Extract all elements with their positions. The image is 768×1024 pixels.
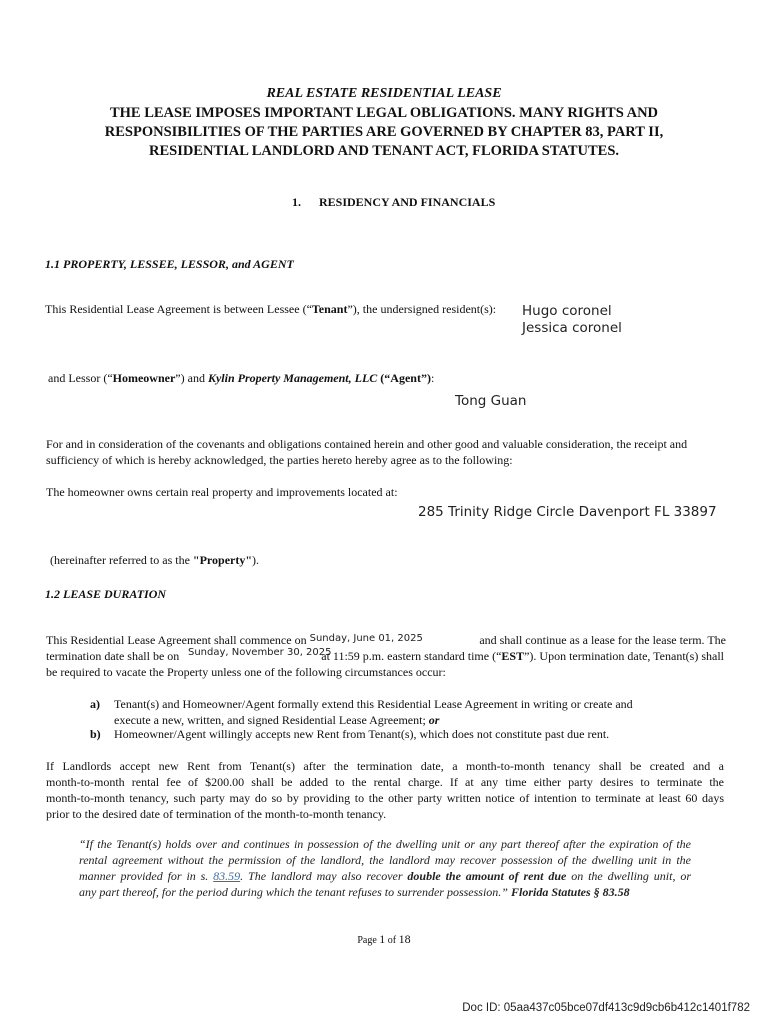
legal-notice-line-1: THE LEASE IMPOSES IMPORTANT LEGAL OBLIGATIONS. MANY RIGHTS AND <box>109 105 659 121</box>
lessee-pre-text: This Residential Lease Agreement is between Lessee (“ <box>45 302 312 316</box>
page-number <box>0 932 768 947</box>
of-word: of <box>387 935 397 946</box>
page-word: Page <box>357 935 377 946</box>
duration-line-2 <box>46 648 724 664</box>
section-1-heading <box>292 195 495 210</box>
tenant-term: Tenant <box>311 302 348 316</box>
document-title: REAL ESTATE RESIDENTIAL LEASE <box>266 86 502 101</box>
holdover-line-1: If Landlords accept new Rent from Tenant(s) after the termination date, a month-to-month tenancy shall be created and a <box>46 759 724 773</box>
section-1-number: 1. <box>292 195 301 209</box>
quote-line-2: rental agreement without the permission of the landlord, the landlord may recover possession of the dwelling unit in the <box>79 853 691 867</box>
ref-post-text: ). <box>252 553 260 567</box>
property-term: "Property" <box>192 553 253 567</box>
quote-l4-text: any part thereof, for the period during which the tenant refuses to surrender possession.” <box>79 885 511 899</box>
homeowner-term: Homeowner <box>112 371 176 385</box>
agent-term: (“Agent”) <box>377 371 431 385</box>
ref-pre-text: (hereinafter referred to as the <box>50 553 193 567</box>
double-rent-term: double the amount of rent due <box>407 869 567 883</box>
duration-l2-post-a: at 11:59 p.m. eastern standard time (“ <box>321 649 502 663</box>
doc-id: Doc ID: 05aa437c05bce07df413c9d9cb6b412c1401f782 <box>462 1002 750 1014</box>
lessor-sentence <box>48 370 434 386</box>
owns-text: The homeowner owns certain real property and improvements located at: <box>46 485 398 499</box>
list-label-b: b) <box>90 727 101 741</box>
list-item-b <box>90 726 690 742</box>
subsection-1-1-heading: 1.1 PROPERTY, LESSEE, LESSOR, and AGENT <box>45 257 294 271</box>
page-total: 18 <box>398 932 411 946</box>
lessor-post-text: : <box>430 371 435 385</box>
quote-l3-mid: . The landlord may also recover <box>240 869 408 883</box>
duration-l2-pre: termination date shall be on <box>46 649 180 663</box>
holdover-paragraph <box>46 758 724 822</box>
statute-83-59-link[interactable]: 83.59 <box>213 869 241 883</box>
est-term: EST <box>501 649 525 663</box>
property-address: 285 Trinity Ridge Circle Davenport FL 33897 <box>418 504 717 520</box>
tenant-name-2: Jessica coronel <box>522 320 622 336</box>
list-item-a <box>90 696 690 728</box>
holdover-line-3: month-to-month tenancy, such party may do so by providing to the other party written notice of intention to terminate at least 60 days <box>46 791 724 805</box>
section-1-title: RESIDENCY AND FINANCIALS <box>319 195 496 209</box>
legal-notice-line-2: RESPONSIBILITIES OF THE PARTIES ARE GOVERNED BY CHAPTER 83, PART II, <box>104 124 664 140</box>
duration-l2-post-b: ”). Upon termination date, Tenant(s) shall <box>524 649 724 663</box>
statute-citation: Florida Statutes § 83.58 <box>510 885 630 899</box>
quote-line-3 <box>79 868 691 884</box>
list-text-a <box>114 696 690 728</box>
list-a-line-2-text: execute a new, written, and signed Residential Lease Agreement; <box>114 713 429 727</box>
quote-line-1: “If the Tenant(s) holds over and continues in possession of the dwelling unit or any part thereof after the expiration of the <box>79 837 691 851</box>
agent-company: Kylin Property Management, LLC <box>207 371 378 385</box>
lessor-mid-text: ”) and <box>175 371 208 385</box>
quote-line-4 <box>79 884 691 900</box>
tenant-name-1: Hugo coronel <box>522 303 612 319</box>
subsection-1-2-heading: 1.2 LEASE DURATION <box>45 587 167 601</box>
quote-l3-pre: manner provided for in s. <box>79 869 214 883</box>
duration-l1-post: and shall continue as a lease for the lease term. The <box>479 633 726 647</box>
duration-line-3: be required to vacate the Property unless one of the following circumstances occur: <box>46 665 446 679</box>
list-a-line-1: Tenant(s) and Homeowner/Agent formally extend this Residential Lease Agreement in writing or create and <box>114 697 633 711</box>
quote-l3-post: on the dwelling unit, or <box>566 869 691 883</box>
statute-quote <box>79 836 691 900</box>
homeowner-name: Tong Guan <box>455 393 527 409</box>
lessor-pre-text: and Lessor (“ <box>48 371 113 385</box>
holdover-line-2: month-to-month rental fee of $200.00 shall be added to the rental charge. If at any time either party desires to terminate the <box>46 775 724 789</box>
consideration-line-2: sufficiency of which is hereby acknowledged, the parties hereto hereby agree as to the following: <box>46 453 513 467</box>
duration-l2-post <box>321 648 724 664</box>
lessee-post-text: ”), the undersigned resident(s): <box>347 302 497 316</box>
legal-notice-line-3: RESIDENTIAL LANDLORD AND TENANT ACT, FLORIDA STATUTES. <box>148 143 620 159</box>
list-text-b: Homeowner/Agent willingly accepts new Rent from Tenant(s), which does not constitute past due rent. <box>114 727 610 741</box>
duration-l1-pre: This Residential Lease Agreement shall commence on <box>46 633 307 647</box>
property-reference <box>50 552 259 568</box>
list-a-or: or <box>428 713 440 727</box>
holdover-line-4: prior to the desired date of termination of the month-to-month tenancy. <box>46 807 387 821</box>
start-date: Sunday, June 01, 2025 <box>309 633 423 644</box>
list-label-a: a) <box>90 697 100 711</box>
page-num: 1 <box>379 932 386 946</box>
lessee-sentence <box>45 301 496 317</box>
end-date: Sunday, November 30, 2025 <box>188 647 332 658</box>
consideration-line-1: For and in consideration of the covenants and obligations contained herein and other good and valuable consideration, the receipt and <box>46 437 688 451</box>
